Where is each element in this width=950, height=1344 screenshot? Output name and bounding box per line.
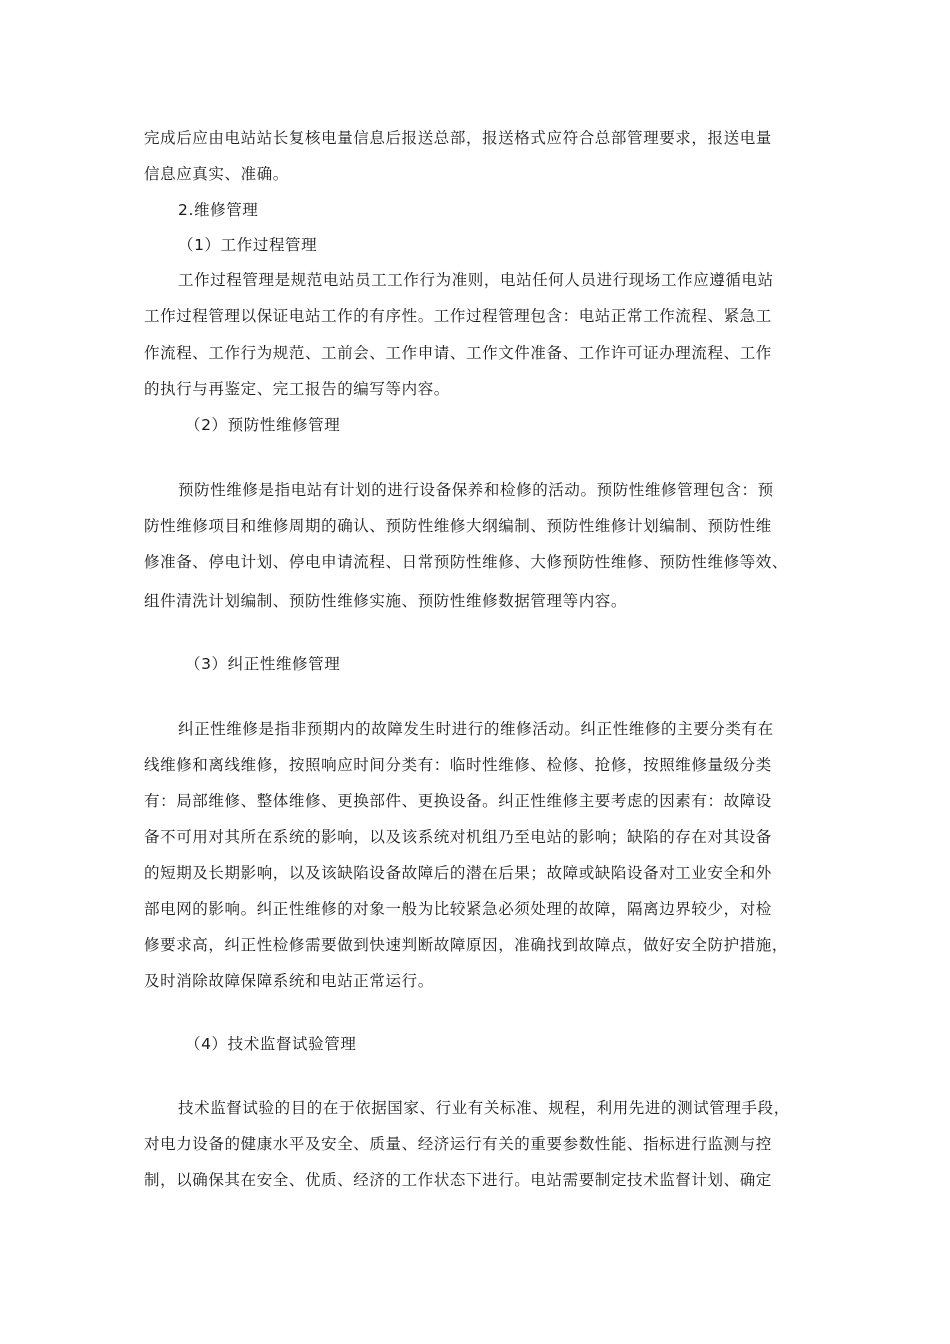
paragraph-line: 的执行与再鉴定、完工报告的编写等内容。 xyxy=(144,380,450,398)
paragraph-line: 制，以确保其在安全、优质、经济的工作状态下进行。电站需要制定技术监督计划、确定 xyxy=(144,1171,772,1189)
paragraph-line: 预防性维修是指电站有计划的进行设备保养和检修的活动。预防性维修管理包含：预 xyxy=(178,481,774,499)
paragraph-line: 及时消除故障保障系统和电站正常运行。 xyxy=(144,972,434,990)
paragraph-line: 作流程、工作行为规范、工前会、工作申请、工作文件准备、工作许可证办理流程、工作 xyxy=(144,344,772,362)
subsection-heading: （1）工作过程管理 xyxy=(178,236,318,254)
paragraph-line: 线维修和离线维修，按照响应时间分类有：临时性维修、检修、抢修，按照维修量级分类 xyxy=(144,756,772,774)
paragraph-line: 对电力设备的健康水平及安全、质量、经济运行有关的重要参数性能、指标进行监测与控 xyxy=(144,1135,772,1153)
paragraph-line: 修要求高，纠正性检修需要做到快速判断故障原因，准确找到故障点，做好安全防护措施， xyxy=(144,936,789,954)
paragraph-line: 备不可用对其所在系统的影响，以及该系统对机组乃至电站的影响；缺陷的存在对其设备 xyxy=(144,828,772,846)
paragraph-line: 有：局部维修、整体维修、更换部件、更换设备。纠正性维修主要考虑的因素有：故障设 xyxy=(144,792,772,810)
paragraph-line: 部电网的影响。纠正性维修的对象一般为比较紧急必须处理的故障，隔离边界较少，对检 xyxy=(144,900,772,918)
paragraph-line: 工作过程管理是规范电站员工工作行为准则，电站任何人员进行现场工作应遵循电站 xyxy=(178,271,774,289)
paragraph-line: 信息应真实、准确。 xyxy=(144,165,289,183)
paragraph-line: 完成后应由电站站长复核电量信息后报送总部，报送格式应符合总部管理要求，报送电量 xyxy=(144,129,772,147)
paragraph-line: 工作过程管理以保证电站工作的有序性。工作过程管理包含：电站正常工作流程、紧急工 xyxy=(144,307,772,325)
paragraph-line: 修准备、停电计划、停电申请流程、日常预防性维修、大修预防性维修、预防性维修等效、 xyxy=(144,553,789,571)
subsection-heading: （3）纠正性维修管理 xyxy=(185,655,341,673)
paragraph-line: 的短期及长期影响，以及该缺陷设备故障后的潜在后果；故障或缺陷设备对工业安全和外 xyxy=(144,864,772,882)
paragraph-line: 防性维修项目和维修周期的确认、预防性维修大纲编制、预防性维修计划编制、预防性维 xyxy=(144,517,772,535)
subsection-heading: （2）预防性维修管理 xyxy=(185,416,341,434)
paragraph-line: 组件清洗计划编制、预防性维修实施、预防性维修数据管理等内容。 xyxy=(144,592,628,610)
section-heading: 2.维修管理 xyxy=(178,201,259,219)
paragraph-line: 技术监督试验的目的在于依据国家、行业有关标准、规程，利用先进的测试管理手段， xyxy=(178,1099,790,1117)
subsection-heading: （4）技术监督试验管理 xyxy=(185,1035,357,1053)
paragraph-line: 纠正性维修是指非预期内的故障发生时进行的维修活动。纠正性维修的主要分类有在 xyxy=(178,720,774,738)
